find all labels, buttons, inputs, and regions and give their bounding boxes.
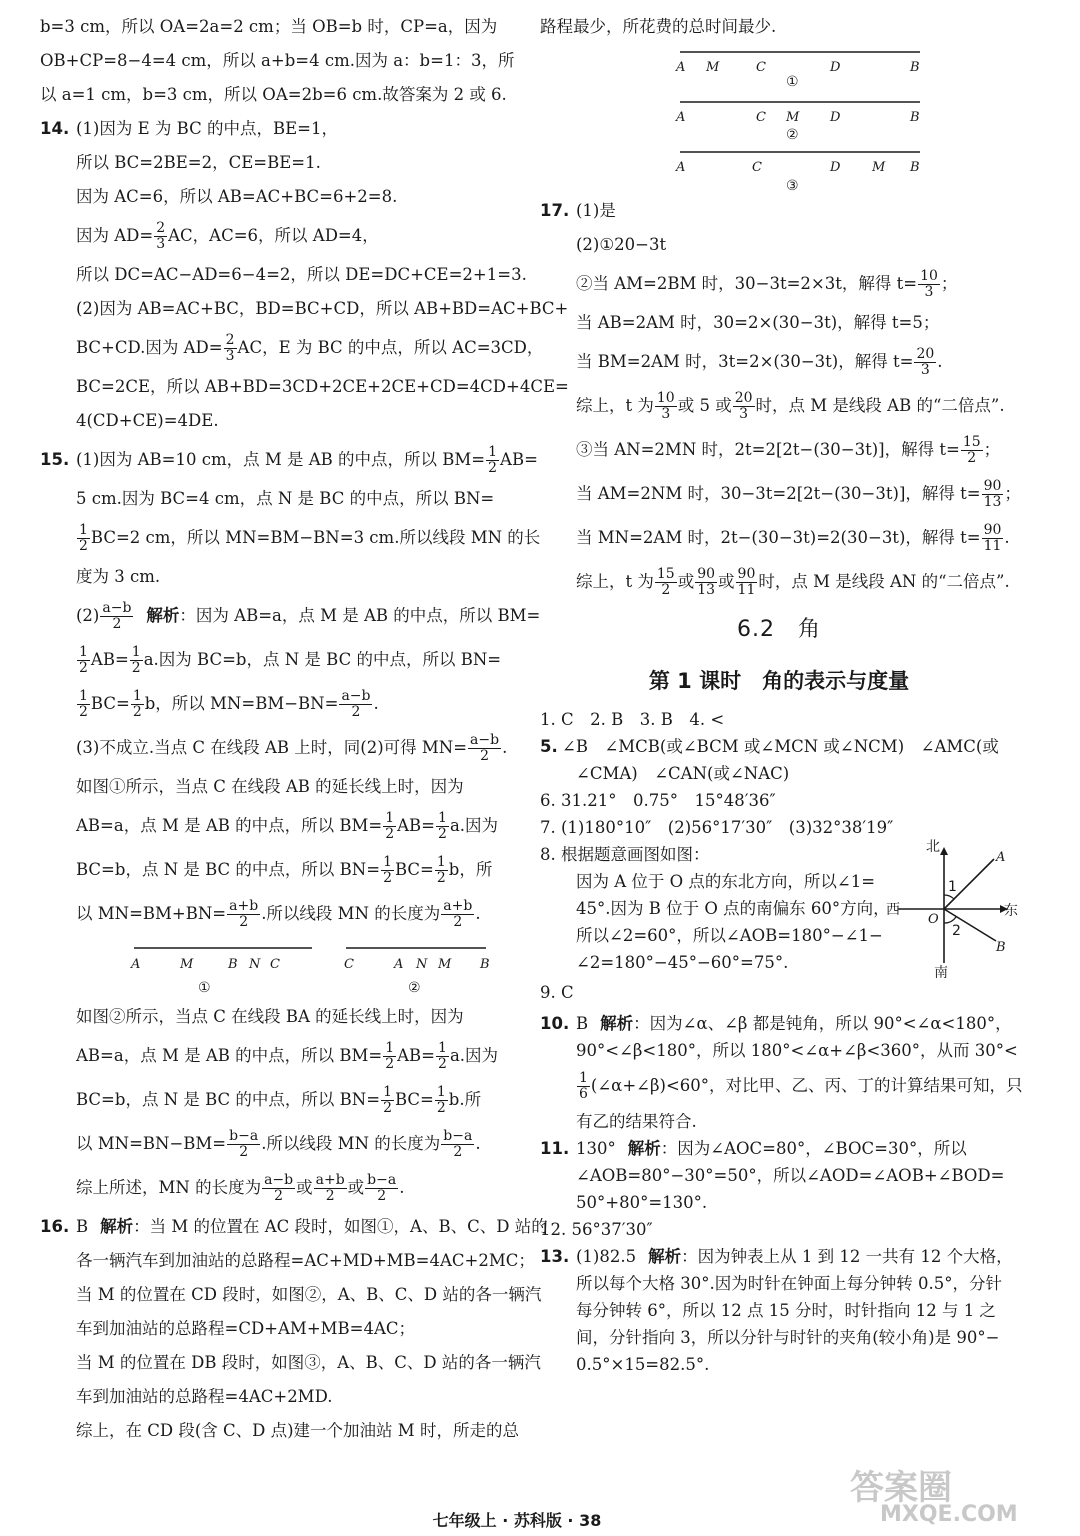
- section-title: 6.2 角: [737, 617, 821, 642]
- text-line: $\frac{1}{2}$ AB= $\frac{1}{2}$ a.因为 BC=b，点 N 是 BC 的中点，所以 BN=: [79, 644, 502, 676]
- figure-15-lines: [76, 936, 516, 1000]
- compass-diagram: [888, 839, 1018, 979]
- fraction: $\frac{1}{2}$: [488, 444, 498, 476]
- svg-text:B: B: [910, 160, 920, 175]
- text-line: 如图②所示，当点 C 在线段 BA 的延长线上时，因为: [76, 1007, 464, 1026]
- svg-text:A: A: [676, 60, 686, 75]
- text-line: 车到加油站的总路程=4AC+2MD.: [76, 1387, 333, 1406]
- answer-13: 13. (1)82.5 解析：因为钟表上从 1 到 12 一共有 12 个大格，: [540, 1247, 1013, 1266]
- answer-5: 5. ∠B ∠MCB(或∠BCM 或∠MCN 或∠NCM) ∠AMC(或: [540, 737, 999, 756]
- text-line: 以 a=1 cm，b=3 cm，所以 OA=2b=6 cm.故答案为 2 或 6.: [40, 85, 507, 104]
- text-line: 当 MN=2AM 时，2t−(30−3t)=2(30−3t)，解得 t= $\frac{90}{11}$ .: [576, 522, 1010, 554]
- text-line: BC=2CE，所以 AB+BD=3CD+2CE+2CE+CD=4CD+4CE=: [76, 377, 569, 396]
- svg-text:B: B: [910, 60, 920, 75]
- text-line: AB=a，点 M 是 AB 的中点，所以 BM= $\frac{1}{2}$ AB= $\frac{1}{2}$ a.因为: [76, 1040, 499, 1072]
- fig15-label: C: [344, 957, 354, 972]
- fig15-caption: ①: [198, 980, 211, 996]
- question-16: 16. B 解析：当 M 的位置在 AC 段时，如图①，A、B、C、D 站的: [40, 1217, 548, 1236]
- text-line: (2) $\frac{a-b}{2}$ 解析：因为 AB=a，点 M 是 AB 的中点，所以 BM=: [76, 600, 541, 632]
- svg-text:C: C: [756, 110, 766, 125]
- svg-text:D: D: [830, 110, 841, 125]
- question-17: 17. (1)是: [540, 201, 616, 220]
- svg-text:1: 1: [948, 879, 957, 895]
- question-15: 15. (1)因为 AB=10 cm，点 M 是 AB 的中点，所以 BM= $\frac{1}{2}$ AB=: [40, 444, 538, 476]
- text-line: 车到加油站的总路程=CD+AM+MB=4AC；: [76, 1319, 416, 1338]
- east-label: 东: [1004, 903, 1018, 919]
- text-line: BC=b，点 N 是 BC 的中点，所以 BN= $\frac{1}{2}$ BC= $\frac{1}{2}$ b.所: [76, 1084, 482, 1116]
- answer-7: 7. (1)180°10″ (2)56°17′30″ (3)32°38′19″: [540, 818, 894, 837]
- text-line: ∠CMA) ∠CAN(或∠NAC): [576, 764, 790, 783]
- text-line: (3)不成立.当点 C 在线段 AB 上时，同(2)可得 MN= $\frac{a-b}{2}$ .: [76, 732, 508, 764]
- text-line: 当 AB=2AM 时，30=2×(30−3t)，解得 t=5；: [576, 313, 940, 332]
- svg-text:D: D: [830, 160, 841, 175]
- text-line: 以 MN=BN−BM= $\frac{b-a}{2}$ .所以线段 MN 的长度为 $\frac{b-a}{2}$ .: [76, 1128, 481, 1160]
- text-line: 所以 BC=2BE=2，CE=BE=1.: [76, 153, 321, 172]
- text-line: $\frac{1}{2}$ BC=2 cm，所以 MN=BM−BN=3 cm.所以线段 MN 的长: [79, 522, 541, 554]
- right-column: 路程最少，所花费的总时间最少. A M C D B ① A C M D B ② A C D M B ③ 17. (1)是 (2)①20−3t ②当 AM=2BM 时，30−3t=2×3t，解得 t= $\frac{10}{3}$ ； 当 AB=2AM 时，30=2×(30−3t)，解得 t=5； 当 BM=2AM 时，3t=2×(30−3t)，解得 t= $\frac{20}{3}$ . 综上，t 为 $\frac{10}{3}$ 或 5 或 $\frac{20}{3}$ 时，点 M 是线段 AB 的“二倍点”. ③当 AN=2MN 时，2t=2[2t−(30−3t)]，解得 t= $\frac{15}{2}$ ； 当 AM=2NM 时，30−3t=2[2t−(30−3t)]，解得 t= $\frac{90}{13}$ ； 当 MN=2AM 时，2t−(30−3t)=2(30−3t)，解得 t= $\frac{90}{11}$ . 综上，t 为 $\frac{15}{2}$ 或 $\frac{90}{13}$ 或 $\frac{90}{11}$ 时，点 M 是线段 AN 的“二倍点”. 6.2 角 第 1 课时 角的表示与度量 1. C 2. B 3. B 4. < 5. ∠B ∠MCB(或∠BCM 或∠MCN 或∠NCM) ∠AMC(或 ∠CMA) ∠CAN(或∠NAC) 6. 31.21° 0.75° 15°48′36″ 7. (1)180°10″ (2)56°17′30″ (3)32°38′19″ 8. 根据题意画图如图： 因为 A 位于 O 点的东北方向，所以∠1= 45°.因为 B 位于 O 点的南偏东 60°方向， 所以∠2=60°，所以∠AOB=180°−∠1− ∠2=180°−45°−60°=75°. 北 南 西 东 A B O 1 2 9. C 10. B 解析：因为∠α、∠β 都是钝角，所以 90°<∠α<180°， 90°<∠β<180°，所以 180°<∠α+∠β<360°，从而 30°< $\frac{1}{6}$ (∠α+∠β)<60°，对比甲、乙、丙、丁的计算结果可知，只 有乙的结果符合. 11. 130° 解析：因为∠AOC=80°，∠BOC=30°，所以 ∠AOB=80°−30°=50°，所以∠AOD=∠AOB+∠BOD= 50°+80°=130°. 12. 56°37′30″ 13. (1)82.5 解析：因为钟表上从 1 到 12 一共有 12 个大格， 所以每个大格 30°.因为时针在钟面上每分钟转 0.5°，分针 每分钟转 6°，所以 12 点 15 分时，时针指向 12 与 1 之 间，分针指向 3，所以分针与时针的夹角(较小角)是 90°− 0.5°×15=82.5°.: [540, 10, 1018, 1378]
- figure-16-lines: [640, 44, 1080, 194]
- text-line: 所以 DC=AC−AD=6−4=2，所以 DE=DC+CE=2+1=3.: [76, 265, 527, 284]
- text-line: ③当 AN=2MN 时，2t=2[2t−(30−3t)]，解得 t= $\frac{15}{2}$ ；: [576, 434, 1001, 466]
- svg-text:O: O: [928, 912, 939, 927]
- text-line: OB+CP=8−4=4 cm，所以 a+b=4 cm.因为 a：b=1：3，所: [40, 51, 515, 70]
- fraction: $\frac{1}{2}$: [79, 522, 88, 554]
- fig15-label: A: [394, 957, 404, 972]
- west-label: 西: [886, 902, 900, 918]
- watermark-url: MXQE.COM: [880, 1502, 1018, 1527]
- south-label: 南: [934, 965, 948, 981]
- text-line: 因为 AC=6，所以 AB=AC+BC=6+2=8.: [76, 187, 398, 206]
- text-line: (2)因为 AB=AC+BC，BD=BC+CD，所以 AB+BD=AC+BC+: [76, 299, 569, 318]
- fig15-label: N: [249, 957, 261, 972]
- svg-text:②: ②: [786, 127, 799, 143]
- svg-text:B: B: [996, 940, 1006, 955]
- answer-12: 12. 56°37′30″: [540, 1220, 653, 1239]
- text-line: 当 M 的位置在 CD 段时，如图②，A、B、C、D 站的各一辆汽: [76, 1285, 542, 1304]
- fig15-label: B: [480, 957, 490, 972]
- page-footer: 七年级上 · 苏科版 · 38: [432, 1511, 602, 1530]
- text-line: 5 cm.因为 BC=4 cm，点 N 是 BC 的中点，所以 BN=: [76, 489, 495, 508]
- text-line: 综上，在 CD 段(含 C、D 点)建一个加油站 M 时，所走的总: [76, 1421, 519, 1440]
- fraction: $\frac{2}{3}$: [225, 332, 235, 364]
- svg-text:C: C: [756, 60, 766, 75]
- fig15-label: C: [270, 957, 280, 972]
- svg-text:M: M: [706, 60, 720, 75]
- fig15-label: M: [180, 957, 194, 972]
- svg-text:M: M: [872, 160, 886, 175]
- watermark-logo: 答案圈: [850, 1468, 952, 1508]
- svg-text:A: A: [676, 110, 686, 125]
- text-line: (2)①20−3t: [576, 235, 667, 254]
- text-line: 综上所述，MN 的长度为 $\frac{a-b}{2}$ 或 $\frac{a+b}{2}$ 或 $\frac{b-a}{2}$ .: [76, 1172, 405, 1204]
- lesson-title: 第 1 课时 角的表示与度量: [648, 669, 910, 693]
- text-line: 路程最少，所花费的总时间最少.: [540, 17, 777, 36]
- fig15-label: M: [438, 957, 452, 972]
- text-line: 当 BM=2AM 时，3t=2×(30−3t)，解得 t= $\frac{20}{3}$ .: [576, 346, 943, 378]
- svg-text:2: 2: [952, 923, 961, 939]
- fig15-label: A: [131, 957, 141, 972]
- svg-text:B: B: [910, 110, 920, 125]
- text-line: 4(CD+CE)=4DE.: [76, 411, 219, 430]
- text-line: 以 MN=BM+BN= $\frac{a+b}{2}$ .所以线段 MN 的长度为 $\frac{a+b}{2}$ .: [76, 898, 481, 930]
- fig15-label: N: [416, 957, 428, 972]
- svg-text:①: ①: [786, 74, 799, 90]
- fig15-caption: ②: [408, 980, 421, 996]
- svg-text:M: M: [786, 110, 800, 125]
- text-line: 综上，t 为 $\frac{15}{2}$ 或 $\frac{90}{13}$ 或 $\frac{90}{11}$ 时，点 M 是线段 AN 的“二倍点”.: [576, 566, 1010, 598]
- answer-9: 9. C: [540, 983, 574, 1002]
- text-line: 当 M 的位置在 DB 段时，如图③，A、B、C、D 站的各一辆汽: [76, 1353, 541, 1372]
- fraction: $\frac{a-b}{2}$: [102, 600, 132, 632]
- answer-6: 6. 31.21° 0.75° 15°48′36″: [540, 791, 776, 810]
- fig15-label: B: [228, 957, 238, 972]
- text-line: 当 AM=2NM 时，30−3t=2[2t−(30−3t)]，解得 t= $\frac{90}{13}$ ；: [576, 478, 1021, 510]
- svg-text:A: A: [996, 850, 1006, 865]
- svg-text:A: A: [676, 160, 686, 175]
- question-14: 14. (1)因为 E 为 BC 的中点，BE=1，: [40, 119, 338, 138]
- svg-text:D: D: [830, 60, 841, 75]
- fraction: $\frac{2}{3}$: [156, 220, 166, 252]
- text-line: 各一辆汽车到加油站的总路程=AC+MD+MB=4AC+2MC；: [76, 1251, 535, 1270]
- text-line: BC+CD.因为 AD= $\frac{2}{3}$ AC，E 为 BC 的中点，所以 AC=3CD，: [76, 332, 544, 364]
- text-line: 因为 AD= $\frac{2}{3}$ AC，AC=6，所以 AD=4，: [76, 220, 379, 252]
- answer-11: 11. 130° 解析：因为∠AOC=80°，∠BOC=30°，所以: [540, 1139, 967, 1158]
- text-line: b=3 cm，所以 OA=2a=2 cm；当 OB=b 时，CP=a，因为: [40, 17, 498, 36]
- text-line: AB=a，点 M 是 AB 的中点，所以 BM= $\frac{1}{2}$ AB= $\frac{1}{2}$ a.因为: [76, 810, 499, 842]
- text-line: 如图①所示，当点 C 在线段 AB 的延长线上时，因为: [76, 777, 464, 796]
- text-line: 度为 3 cm.: [76, 567, 161, 586]
- answer-8: 8. 根据题意画图如图： 因为 A 位于 O 点的东北方向，所以∠1= 45°.因为 B 位于 O 点的南偏东 60°方向， 所以∠2=60°，所以∠AOB=180°−∠1− ∠2=180°−45°−60°=75°. 北 南 西 东 A B O 1 2: [540, 839, 1018, 981]
- text-line: BC=b，点 N 是 BC 的中点，所以 BN= $\frac{1}{2}$ BC= $\frac{1}{2}$ b，所: [76, 854, 493, 886]
- north-label: 北: [926, 839, 940, 855]
- answers-1-4: 1. C 2. B 3. B 4. <: [540, 710, 725, 729]
- text-line: $\frac{1}{2}$ BC= $\frac{1}{2}$ b，所以 MN=BM−BN= $\frac{a-b}{2}$ .: [79, 688, 379, 720]
- text-line: ②当 AM=2BM 时，30−3t=2×3t，解得 t= $\frac{10}{3}$ ；: [576, 268, 958, 300]
- answer-10: 10. B 解析：因为∠α、∠β 都是钝角，所以 90°<∠α<180°，: [540, 1014, 1012, 1033]
- text-line: 综上，t 为 $\frac{10}{3}$ 或 5 或 $\frac{20}{3}$ 时，点 M 是线段 AB 的“二倍点”.: [576, 390, 1005, 422]
- svg-text:③: ③: [786, 178, 799, 194]
- svg-text:C: C: [752, 160, 762, 175]
